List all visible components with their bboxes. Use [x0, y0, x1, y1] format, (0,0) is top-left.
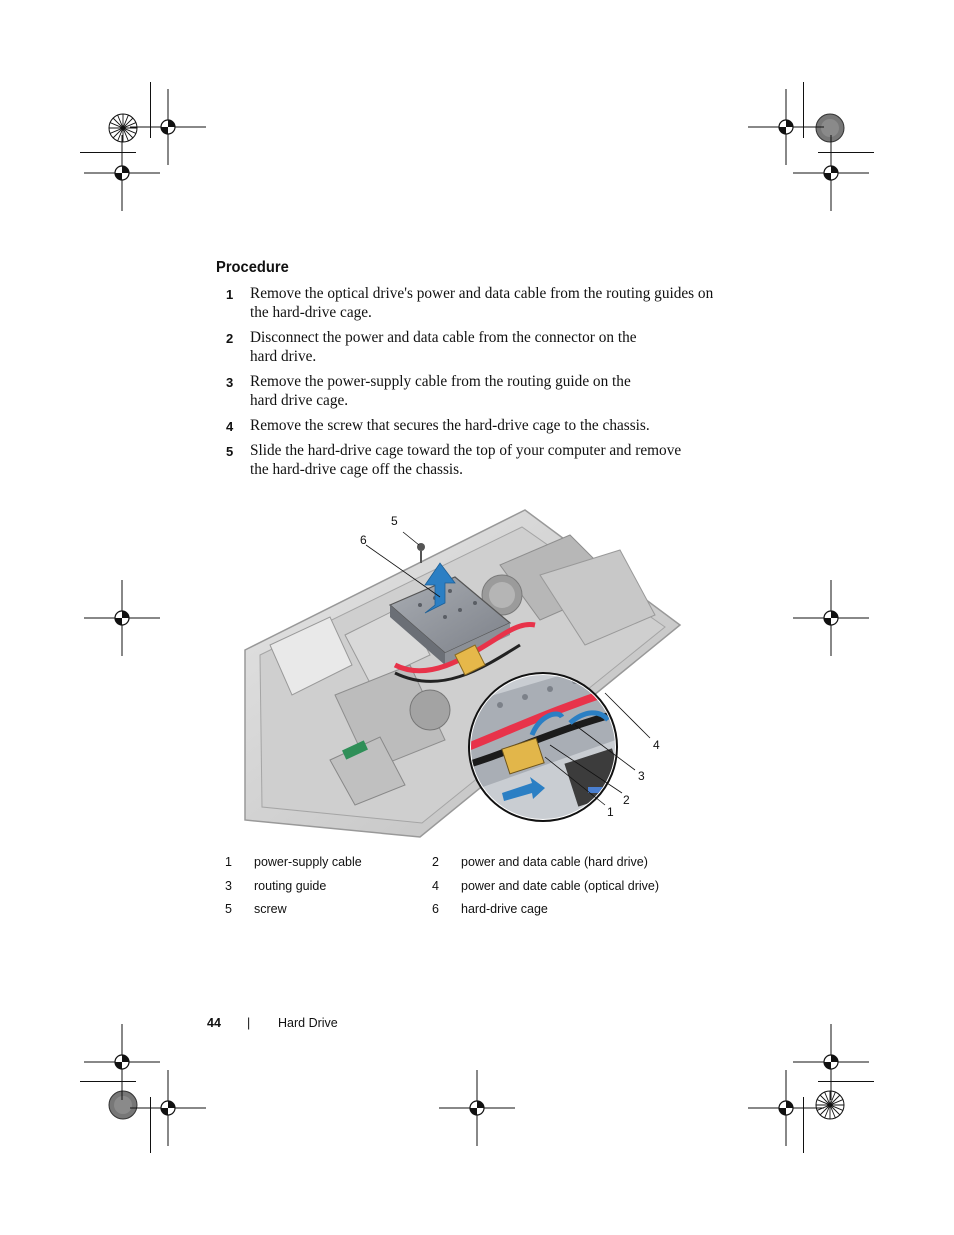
crop-line: [803, 1097, 804, 1153]
crop-line: [80, 1081, 136, 1082]
crop-line: [818, 1081, 874, 1082]
step-text: Remove the power-supply cable from the routing guide on the hard drive cage.: [250, 373, 631, 409]
callout-label: 4: [653, 738, 660, 752]
callout-label: 6: [360, 533, 367, 547]
crosshair-registration-icon: [84, 135, 160, 211]
step-number: 5: [226, 444, 234, 459]
legend-label: screw: [254, 902, 287, 916]
callout-label: 2: [623, 793, 630, 807]
legend-label: hard-drive cage: [461, 902, 548, 916]
procedure-step: [226, 284, 726, 322]
legend-row: [225, 879, 695, 903]
section-heading: Procedure: [216, 259, 289, 276]
footer-separator: |: [247, 1016, 251, 1030]
step-number: 2: [226, 331, 234, 346]
footer-chapter: Hard Drive: [278, 1016, 338, 1030]
step-text: Remove the optical drive's power and data cable from the routing guides on the hard-drive cage.: [250, 285, 714, 321]
callout-label: 1: [607, 805, 614, 819]
callout-label: 5: [391, 514, 398, 528]
crop-line: [150, 82, 151, 138]
step-text: Remove the screw that secures the hard-drive cage to the chassis.: [250, 417, 650, 434]
crop-line: [818, 152, 874, 153]
step-number: 4: [226, 419, 234, 434]
callout-label: 3: [638, 769, 645, 783]
legend-number: 4: [432, 878, 439, 893]
procedure-step: [226, 441, 726, 479]
legend-label: power-supply cable: [254, 855, 362, 869]
procedure-step: [226, 372, 726, 410]
crosshair-registration-icon: [130, 1070, 206, 1146]
legend-label: power and data cable (hard drive): [461, 855, 648, 869]
procedure-step: [226, 328, 726, 366]
chassis-drawing: [240, 505, 690, 840]
legend-number: 3: [225, 878, 232, 893]
figure-legend: [225, 855, 695, 926]
step-number: 1: [226, 287, 234, 302]
legend-number: 2: [432, 855, 439, 869]
step-text: Slide the hard-drive cage toward the top of your computer and remove the hard-drive cage off the chassis.: [250, 442, 682, 478]
hard-drive-removal-illustration: [240, 505, 690, 840]
crosshair-registration-icon: [793, 580, 869, 656]
crosshair-registration-icon: [793, 135, 869, 211]
legend-number: 6: [432, 902, 439, 916]
crosshair-registration-icon: [748, 1070, 824, 1146]
legend-label: routing guide: [254, 878, 327, 893]
crop-line: [80, 152, 136, 153]
crosshair-registration-icon: [439, 1070, 515, 1146]
crosshair-registration-icon: [84, 580, 160, 656]
legend-number: 1: [225, 855, 232, 869]
crop-line: [150, 1097, 151, 1153]
legend-row: [225, 855, 695, 879]
legend-label: power and date cable (optical drive): [461, 878, 660, 893]
procedure-step: [226, 416, 726, 435]
page-number: 44: [207, 1016, 221, 1030]
procedure-steps: [226, 284, 726, 485]
legend-row: [225, 902, 695, 926]
step-text: Disconnect the power and data cable from the connector on the hard drive.: [250, 329, 637, 365]
legend-number: 5: [225, 902, 232, 916]
step-number: 3: [226, 375, 234, 390]
crop-line: [803, 82, 804, 138]
